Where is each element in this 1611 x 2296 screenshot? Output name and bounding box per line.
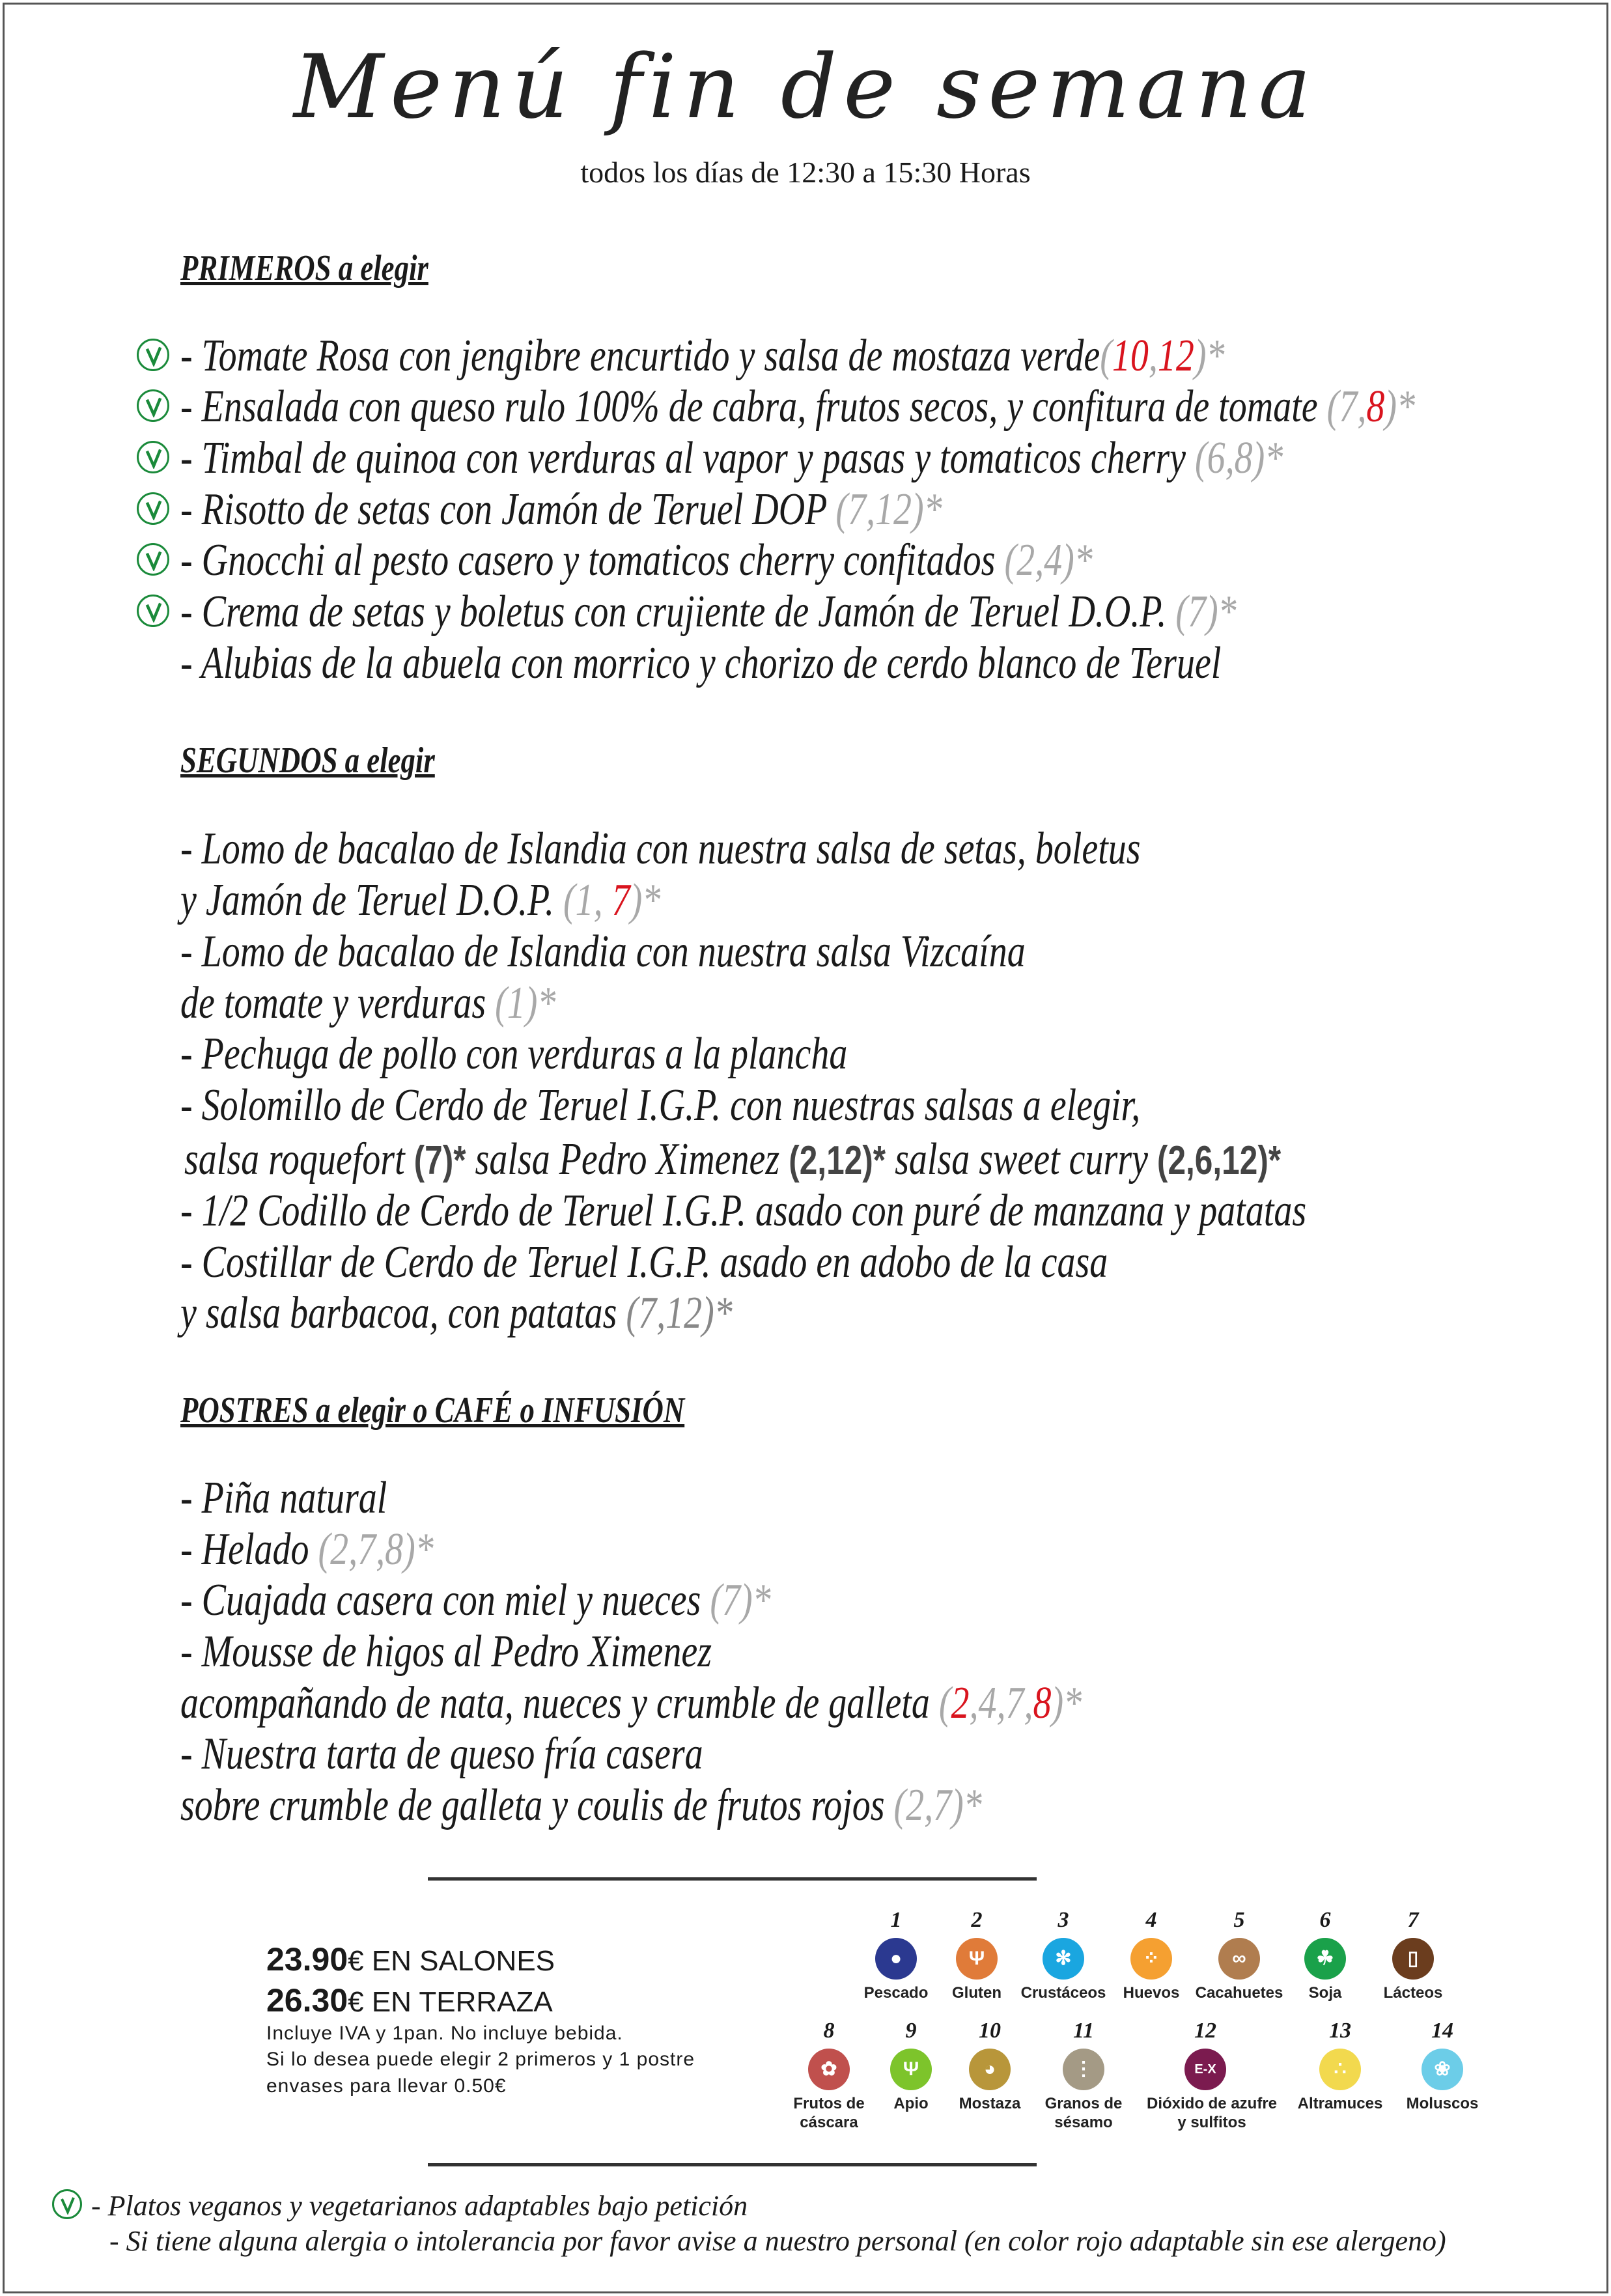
fish-icon: ●: [875, 1938, 917, 1980]
dish-name: - Cuajada casera con miel y nueces: [180, 1575, 710, 1625]
allergen-label: Granos de sésamo: [1044, 2095, 1123, 2131]
allergen-code: 2: [951, 1678, 970, 1728]
allergen-label: Soja: [1308, 1984, 1342, 2002]
allergen-code: 8: [385, 1524, 404, 1575]
allergen-shell: [1377, 2019, 1507, 2113]
allergen-codes: (2,12)*: [789, 1138, 886, 1183]
dish-name: y salsa barbacoa, con patatas: [180, 1288, 626, 1338]
note-primeros: Si lo desea puede elegir 2 primeros y 1 postre: [266, 2049, 695, 2070]
wheat-icon: Ψ: [956, 1938, 998, 1980]
allergen-code: 10: [1112, 331, 1149, 381]
allergen-codes: (1)*: [495, 978, 556, 1028]
allergen-sulphite: [1140, 2019, 1278, 2132]
allergen-number: 11: [1072, 2019, 1095, 2043]
allergen-code: 7: [933, 1780, 952, 1830]
price-terraza: [266, 1981, 553, 2019]
menu-item: [180, 333, 1225, 379]
allergen-number: 4: [1145, 1908, 1157, 1932]
allergen-label: Cacahuetes: [1195, 1984, 1283, 2002]
allergen-code: 8: [1033, 1678, 1052, 1728]
menu-item: [180, 589, 1237, 635]
vegan-icon: [137, 389, 169, 422]
menu-item: [180, 1288, 733, 1338]
allergen-codes: (2,7)*: [893, 1780, 982, 1830]
menu-item: [180, 1237, 1108, 1287]
allergen-codes: (2,7,8)*: [318, 1524, 434, 1575]
eggs-icon: ⁘: [1130, 1938, 1172, 1980]
salsa-name: salsa Pedro Ximenez: [466, 1134, 789, 1184]
menu-item: [180, 535, 1093, 585]
menu-item: [180, 1731, 703, 1777]
allergen-label: Lácteos: [1383, 1984, 1443, 2002]
menu-item: [180, 1524, 434, 1575]
allergen-label: Pescado: [863, 1984, 929, 2002]
allergen-code: 7: [1339, 382, 1358, 432]
divider-bottom: [428, 2163, 1037, 2166]
allergen-codes: (2,4)*: [1004, 535, 1093, 585]
allergen-label: Huevos: [1123, 1984, 1180, 2002]
dish-name: - Mousse de higos al Pedro Ximenez: [180, 1627, 712, 1677]
allergen-codes: (6,8)*: [1194, 433, 1283, 483]
menu-hours: todos los días de 12:30 a 15:30 Horas: [580, 156, 1031, 189]
price-label: € EN SALONES: [348, 1945, 555, 1977]
price-amount: 23.90: [266, 1941, 348, 1978]
allergen-number: 9: [905, 2019, 917, 2043]
dish-name: - Alubias de la abuela con morrico y chorizo de cerdo blanco de Teruel: [180, 638, 1222, 688]
dish-name: - Timbal de quinoa con verduras al vapor y pasas y tomaticos cherry: [180, 433, 1195, 483]
menu-item: [180, 1575, 771, 1625]
vegan-icon: [137, 441, 169, 473]
menu-item: [180, 1473, 387, 1523]
allergen-codes: (1, 7)*: [563, 875, 661, 925]
allergen-code: 12: [875, 484, 912, 535]
allergen-code: 7: [638, 1288, 657, 1338]
price-salones: [266, 1940, 555, 1978]
allergen-number: 2: [971, 1908, 983, 1932]
allergen-code: 8: [1366, 382, 1385, 432]
salsa-name: salsa roquefort: [184, 1134, 414, 1184]
dish-name: acompañando de nata, nueces y crumble de galleta: [180, 1678, 939, 1728]
dish-name: - Crema de setas y boletus con crujiente de Jamón de Teruel D.O.P.: [180, 587, 1176, 637]
dish-name: - Piña natural: [180, 1473, 387, 1523]
menu-item: [180, 1031, 847, 1077]
dish-name: - Costillar de Cerdo de Teruel I.G.P. asado en adobo de la casa: [180, 1237, 1108, 1287]
menu-item: [180, 875, 661, 925]
menu-item: [180, 929, 1026, 975]
allergen-codes: (2,6,12)*: [1156, 1138, 1282, 1183]
menu-item: [180, 1080, 1141, 1130]
sulphite-icon: E-X: [1184, 2049, 1226, 2090]
allergen-label: Crustáceos: [1020, 1984, 1106, 2002]
allergen-label: Apio: [893, 2095, 929, 2112]
allergen-code: 7: [722, 1575, 740, 1625]
allergen-code: 8: [1234, 433, 1253, 483]
menu-title: Menú fin de semana: [293, 36, 1318, 138]
allergen-sesame: [1018, 2019, 1149, 2132]
shell-icon: ❀: [1422, 2049, 1463, 2090]
allergen-code: 2: [906, 1780, 925, 1830]
mustard-icon: ◕: [969, 2049, 1011, 2090]
salsa-name: salsa sweet curry: [886, 1134, 1157, 1184]
menu-item: [180, 1780, 982, 1830]
allergen-number: 12: [1194, 2019, 1216, 2043]
menu-item: [180, 1629, 712, 1675]
menu-item: [180, 484, 942, 535]
allergen-label: Gluten: [952, 1984, 1002, 2002]
menu-item: [180, 1678, 1082, 1728]
allergen-code: 7: [602, 875, 630, 925]
allergen-number: 13: [1329, 2019, 1351, 2043]
allergen-code: 7: [357, 1524, 376, 1575]
dish-name: - Risotto de setas con Jamón de Teruel DOP: [180, 484, 836, 535]
dish-name: - Gnocchi al pesto casero y tomaticos cherry confitados: [180, 535, 1005, 585]
walnut-icon: ✿: [808, 2049, 850, 2090]
allergen-number: 10: [979, 2019, 1001, 2043]
menu-item: [180, 826, 1141, 872]
vegan-icon: [137, 492, 169, 525]
allergen-code: 12: [1157, 331, 1194, 381]
allergen-label: Mostaza: [959, 2095, 1021, 2112]
dish-name: - Nuestra tarta de queso fría casera: [180, 1729, 703, 1779]
allergen-codes: (2,4,7,8)*: [938, 1678, 1082, 1728]
allergen-code: 12: [665, 1288, 703, 1338]
crab-icon: ✻: [1043, 1938, 1084, 1980]
milk-jug-icon: ▯: [1392, 1938, 1434, 1980]
allergen-codes: (7)*: [710, 1575, 771, 1625]
allergen-label: Altramuces: [1297, 2095, 1383, 2112]
allergen-number: 7: [1407, 1908, 1419, 1932]
allergen-label: Dióxido de azufre y sulfitos: [1146, 2095, 1278, 2131]
allergen-codes: (7,12)*: [626, 1288, 733, 1338]
section-heading-postres: POSTRES a elegir o CAFÉ o INFUSIÓN: [180, 1390, 685, 1431]
allergen-milk-jug: [1348, 1908, 1478, 2002]
price-amount: 26.30: [266, 1982, 348, 2019]
vegan-icon: [137, 339, 169, 371]
allergen-label: Moluscos: [1406, 2095, 1479, 2112]
menu-item: [180, 638, 1222, 688]
allergen-code: 7: [1187, 587, 1206, 637]
price-label: € EN TERRAZA: [348, 1986, 553, 2018]
section-heading-segundos: SEGUNDOS a elegir: [180, 740, 435, 781]
peanut-icon: ∞: [1218, 1938, 1260, 1980]
dish-name: - Ensalada con queso rulo 100% de cabra, frutos secos, y confitura de tomate: [180, 382, 1327, 432]
menu-item: [180, 384, 1415, 430]
allergen-code: 7: [1005, 1678, 1024, 1728]
allergen-code: 4: [1044, 535, 1063, 585]
menu-item: [184, 1134, 1282, 1184]
dish-name: - Lomo de bacalao de Islandia con nuestra salsa de setas, boletus: [180, 824, 1141, 874]
allergen-codes: (7)*: [1175, 587, 1237, 637]
allergen-number: 1: [890, 1908, 902, 1932]
footer-allergy-note: - Si tiene alguna alergia o intolerancia por favor avise a nuestro personal (en color rojo adaptable sin ese alergeno): [109, 2225, 1446, 2257]
lupin-icon: ∴: [1319, 2049, 1361, 2090]
soy-icon: ☘: [1304, 1938, 1346, 1980]
sesame-icon: ⋮: [1063, 2049, 1104, 2090]
celery-icon: Ψ: [890, 2049, 932, 2090]
vegan-icon: [52, 2189, 82, 2219]
allergen-number: 14: [1431, 2019, 1453, 2043]
dish-name: - 1/2 Codillo de Cerdo de Teruel I.G.P. asado con puré de manzana y patatas: [180, 1186, 1307, 1236]
allergen-codes: (7)*: [413, 1138, 466, 1183]
dish-name: - Helado: [180, 1524, 318, 1575]
dish-name: sobre crumble de galleta y coulis de frutos rojos: [180, 1780, 894, 1830]
allergen-code: 1: [575, 875, 594, 925]
allergen-number: 5: [1233, 1908, 1245, 1932]
vegan-icon: [137, 595, 169, 627]
allergen-number: 8: [823, 2019, 835, 2043]
dish-name: y Jamón de Teruel D.O.P.: [180, 875, 563, 925]
menu-item: [180, 978, 556, 1028]
menu-item: [180, 433, 1283, 483]
dish-name: de tomate y verduras: [180, 978, 496, 1028]
dish-name: - Tomate Rosa con jengibre encurtido y salsa de mostaza verde: [180, 331, 1100, 381]
allergen-label: Frutos de cáscara: [793, 2095, 865, 2131]
allergen-code: 1: [507, 978, 525, 1028]
footer-vegan-note: - Platos veganos y vegetarianos adaptables bajo petición: [91, 2190, 748, 2222]
note-envases: envases para llevar 0.50€: [266, 2075, 507, 2097]
menu-item: [180, 1188, 1306, 1234]
note-iva: Incluye IVA y 1pan. No incluye bebida.: [266, 2023, 623, 2044]
section-heading-primeros: PRIMEROS a elegir: [180, 248, 428, 288]
allergen-code: 6: [1207, 433, 1226, 483]
allergen-code: 2: [330, 1524, 349, 1575]
allergen-codes: (10,12)*: [1100, 331, 1225, 381]
dish-name: - Lomo de bacalao de Islandia con nuestra salsa Vizcaína: [180, 927, 1026, 977]
dish-name: - Pechuga de pollo con verduras a la plancha: [180, 1029, 848, 1079]
allergen-code: 2: [1016, 535, 1035, 585]
allergen-codes: (7,12)*: [835, 484, 942, 535]
allergen-code: 7: [847, 484, 866, 535]
allergen-codes: (7,8)*: [1326, 382, 1415, 432]
allergen-code: 4: [978, 1678, 997, 1728]
vegan-icon: [137, 543, 169, 576]
allergen-number: 6: [1319, 1908, 1331, 1932]
allergen-number: 3: [1058, 1908, 1069, 1932]
divider-top: [428, 1877, 1037, 1881]
dish-name: - Solomillo de Cerdo de Teruel I.G.P. con nuestras salsas a elegir,: [180, 1080, 1141, 1130]
